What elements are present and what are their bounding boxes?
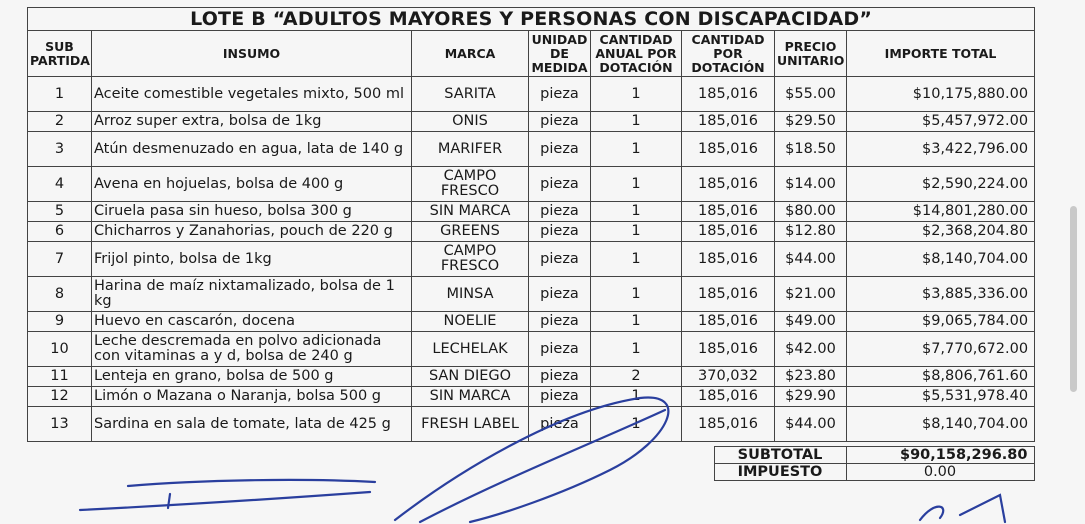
subtotal-label: SUBTOTAL [714,447,846,464]
row-cantidad-anual: 1 [591,132,682,167]
row-marca: ONIS [412,112,529,132]
signature-stroke-2 [80,492,370,510]
lote-b-table [27,7,1035,442]
row-cantidad-anual: 1 [591,242,682,277]
row-insumo: Sardina en sala de tomate, lata de 425 g [92,407,412,442]
row-cantidad: 185,016 [682,167,775,202]
row-unidad: pieza [529,132,591,167]
row-cantidad: 185,016 [682,132,775,167]
row-importe: $8,140,704.00 [847,242,1035,277]
row-cantidad: 370,032 [682,367,775,387]
impuesto-value: 0.00 [846,464,1034,481]
row-insumo: Arroz super extra, bolsa de 1kg [92,112,412,132]
table-row [28,332,1035,367]
row-cantidad: 185,016 [682,277,775,312]
row-unidad: pieza [529,202,591,222]
row-precio: $44.00 [775,407,847,442]
row-number: 2 [28,112,92,132]
row-importe: $5,531,978.40 [847,387,1035,407]
row-marca: CAMPO FRESCO [412,242,529,277]
header-sub-partida: SUB PARTIDA [28,31,92,77]
row-marca: GREENS [412,222,529,242]
row-importe: $8,140,704.00 [847,407,1035,442]
row-cantidad-anual: 1 [591,167,682,202]
row-number: 11 [28,367,92,387]
row-insumo: Atún desmenuzado en agua, lata de 140 g [92,132,412,167]
table-row [28,77,1035,112]
signature-stroke-3 [168,494,170,508]
row-precio: $44.00 [775,242,847,277]
row-number: 5 [28,202,92,222]
row-importe: $7,770,672.00 [847,332,1035,367]
header-unidad: UNIDAD DE MEDIDA [529,31,591,77]
row-unidad: pieza [529,407,591,442]
row-precio: $12.80 [775,222,847,242]
row-unidad: pieza [529,312,591,332]
row-importe: $3,422,796.00 [847,132,1035,167]
table-title: LOTE B “ADULTOS MAYORES Y PERSONAS CON DISCAPACIDAD” [28,8,1035,31]
row-marca: CAMPO FRESCO [412,167,529,202]
row-insumo: Avena en hojuelas, bolsa de 400 g [92,167,412,202]
row-marca: SARITA [412,77,529,112]
subtotal-value: $90,158,296.80 [846,447,1034,464]
row-cantidad: 185,016 [682,407,775,442]
table-row [28,242,1035,277]
row-unidad: pieza [529,77,591,112]
row-unidad: pieza [529,367,591,387]
row-number: 12 [28,387,92,407]
table-row [28,387,1035,407]
row-marca: LECHELAK [412,332,529,367]
row-precio: $42.00 [775,332,847,367]
row-importe: $10,175,880.00 [847,77,1035,112]
row-importe: $14,801,280.00 [847,202,1035,222]
row-unidad: pieza [529,277,591,312]
row-cantidad-anual: 1 [591,407,682,442]
row-marca: MARIFER [412,132,529,167]
row-cantidad-anual: 1 [591,77,682,112]
row-number: 10 [28,332,92,367]
impuesto-label: IMPUESTO [714,464,846,481]
row-cantidad: 185,016 [682,312,775,332]
header-cantidad-por: CANTIDAD POR DOTACIÓN [682,31,775,77]
table-row [28,277,1035,312]
table-body [28,77,1035,442]
row-number: 7 [28,242,92,277]
table-row [28,132,1035,167]
row-cantidad: 185,016 [682,242,775,277]
row-cantidad-anual: 2 [591,367,682,387]
row-precio: $55.00 [775,77,847,112]
row-precio: $18.50 [775,132,847,167]
row-importe: $8,806,761.60 [847,367,1035,387]
row-number: 3 [28,132,92,167]
row-precio: $21.00 [775,277,847,312]
row-unidad: pieza [529,167,591,202]
row-marca: SAN DIEGO [412,367,529,387]
row-number: 1 [28,77,92,112]
vertical-scrollbar[interactable] [1070,206,1077,392]
row-cantidad: 185,016 [682,77,775,112]
row-unidad: pieza [529,332,591,367]
row-marca: SIN MARCA [412,387,529,407]
row-unidad: pieza [529,222,591,242]
row-cantidad: 185,016 [682,387,775,407]
row-cantidad: 185,016 [682,222,775,242]
signature-stroke-6 [920,495,1005,522]
header-insumo: INSUMO [92,31,412,77]
row-cantidad-anual: 1 [591,312,682,332]
row-unidad: pieza [529,387,591,407]
row-cantidad-anual: 1 [591,202,682,222]
row-precio: $23.80 [775,367,847,387]
row-importe: $3,885,336.00 [847,277,1035,312]
row-cantidad-anual: 1 [591,112,682,132]
row-insumo: Aceite comestible vegetales mixto, 500 ml [92,77,412,112]
row-insumo: Leche descremada en polvo adicionada con vitaminas a y d, bolsa de 240 g [92,332,412,367]
row-insumo: Lenteja en grano, bolsa de 500 g [92,367,412,387]
table-row [28,112,1035,132]
row-cantidad: 185,016 [682,112,775,132]
row-precio: $29.90 [775,387,847,407]
procurement-sheet [27,7,1034,481]
row-unidad: pieza [529,242,591,277]
header-importe: IMPORTE TOTAL [847,31,1035,77]
table-row [28,312,1035,332]
row-precio: $80.00 [775,202,847,222]
row-cantidad-anual: 1 [591,222,682,242]
header-marca: MARCA [412,31,529,77]
row-importe: $2,368,204.80 [847,222,1035,242]
row-insumo: Chicharros y Zanahorias, pouch de 220 g [92,222,412,242]
row-cantidad-anual: 1 [591,387,682,407]
row-insumo: Limón o Mazana o Naranja, bolsa 500 g [92,387,412,407]
row-marca: FRESH LABEL [412,407,529,442]
row-importe: $5,457,972.00 [847,112,1035,132]
row-number: 13 [28,407,92,442]
row-unidad: pieza [529,112,591,132]
row-cantidad: 185,016 [682,332,775,367]
row-marca: SIN MARCA [412,202,529,222]
header-precio: PRECIO UNITARIO [775,31,847,77]
row-cantidad-anual: 1 [591,332,682,367]
table-row [28,407,1035,442]
row-precio: $49.00 [775,312,847,332]
row-number: 4 [28,167,92,202]
table-row [28,367,1035,387]
row-precio: $14.00 [775,167,847,202]
table-row [28,167,1035,202]
row-number: 9 [28,312,92,332]
row-importe: $9,065,784.00 [847,312,1035,332]
row-marca: NOELIE [412,312,529,332]
row-precio: $29.50 [775,112,847,132]
row-number: 8 [28,277,92,312]
table-row [28,202,1035,222]
row-cantidad-anual: 1 [591,277,682,312]
row-insumo: Frijol pinto, bolsa de 1kg [92,242,412,277]
row-insumo: Harina de maíz nixtamalizado, bolsa de 1 kg [92,277,412,312]
header-cantidad-anual: CANTIDAD ANUAL POR DOTACIÓN [591,31,682,77]
row-insumo: Ciruela pasa sin hueso, bolsa 300 g [92,202,412,222]
row-number: 6 [28,222,92,242]
totals-table [27,446,1035,481]
row-importe: $2,590,224.00 [847,167,1035,202]
row-insumo: Huevo en cascarón, docena [92,312,412,332]
row-marca: MINSA [412,277,529,312]
table-row [28,222,1035,242]
row-cantidad: 185,016 [682,202,775,222]
